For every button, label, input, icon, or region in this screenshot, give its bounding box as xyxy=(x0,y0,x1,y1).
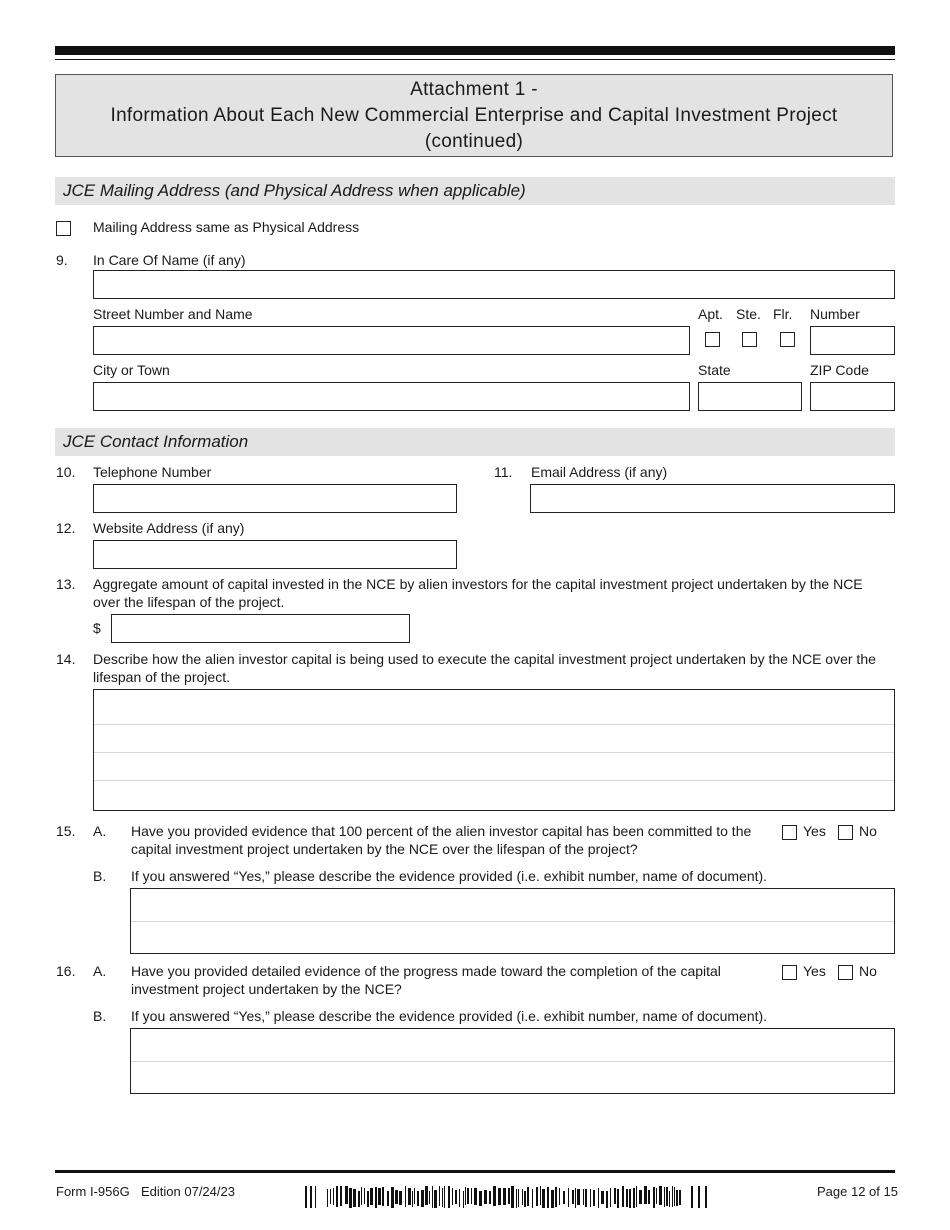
email-label: Email Address (if any) xyxy=(531,464,668,480)
attachment-title-line3: (continued) xyxy=(424,131,524,152)
q16b-letter: B. xyxy=(93,1008,107,1024)
form-id: Form I-956G xyxy=(56,1184,130,1199)
form-edition: Edition 07/24/23 xyxy=(141,1184,235,1199)
street-input[interactable] xyxy=(93,326,690,355)
barcode-image xyxy=(305,1186,715,1208)
website-label: Website Address (if any) xyxy=(93,520,245,536)
q15a-yes-label: Yes xyxy=(803,823,826,839)
zip-input[interactable] xyxy=(810,382,895,411)
q16a-no-checkbox[interactable] xyxy=(838,965,853,980)
unit-number-input[interactable] xyxy=(810,326,895,355)
q14-text: Describe how the alien investor capital is being used to execute the capital investment project undertaken by the NCE over the lifespan of the project. xyxy=(93,651,876,685)
state-label: State xyxy=(698,362,731,378)
q15a-letter: A. xyxy=(93,823,107,839)
flr-label: Flr. xyxy=(773,306,793,322)
city-input[interactable] xyxy=(93,382,690,411)
state-select[interactable] xyxy=(698,382,802,411)
top-thin-rule xyxy=(55,59,895,60)
same-as-physical-label: Mailing Address same as Physical Address xyxy=(93,219,360,235)
q15a-no-checkbox[interactable] xyxy=(838,825,853,840)
q15b-letter: B. xyxy=(93,868,107,884)
apt-checkbox[interactable] xyxy=(705,332,720,347)
ste-checkbox[interactable] xyxy=(742,332,757,347)
q10-number: 10. xyxy=(56,464,76,480)
q16b-text: If you answered “Yes,” please describe the evidence provided (i.e. exhibit number, name of document). xyxy=(131,1008,768,1024)
telephone-input[interactable] xyxy=(93,484,457,513)
q12-number: 12. xyxy=(56,520,76,536)
textarea-line xyxy=(94,724,894,725)
q15a-yes-checkbox[interactable] xyxy=(782,825,797,840)
q15b-text: If you answered “Yes,” please describe the evidence provided (i.e. exhibit number, name of document). xyxy=(131,868,768,884)
in-care-of-input[interactable] xyxy=(93,270,895,299)
q15b-evidence-textarea[interactable] xyxy=(130,888,895,954)
aggregate-capital-input[interactable] xyxy=(111,614,410,643)
textarea-line xyxy=(94,752,894,753)
q16-number: 16. xyxy=(56,963,76,979)
number-label: Number xyxy=(810,306,860,322)
attachment-title-line2: Information About Each New Commercial Enterprise and Capital Investment Project xyxy=(110,105,838,126)
textarea-line xyxy=(131,1061,894,1062)
page-number: Page 12 of 15 xyxy=(817,1184,898,1199)
top-thick-rule xyxy=(55,46,895,55)
q14-number: 14. xyxy=(56,651,76,667)
q16a-yes-checkbox[interactable] xyxy=(782,965,797,980)
in-care-of-label: In Care Of Name (if any) xyxy=(93,252,246,268)
q16a-yes-label: Yes xyxy=(803,963,826,979)
q11-number: 11. xyxy=(494,464,513,480)
attachment-title-line1: Attachment 1 - xyxy=(410,79,538,100)
q16b-evidence-textarea[interactable] xyxy=(130,1028,895,1094)
telephone-label: Telephone Number xyxy=(93,464,212,480)
q15a-text: Have you provided evidence that 100 percent of the alien investor capital has been committed to the capital investment project undertaken by the NCE over the lifespan of the project? xyxy=(131,823,752,857)
email-input[interactable] xyxy=(530,484,895,513)
q15a-no-label: No xyxy=(859,823,877,839)
ste-label: Ste. xyxy=(736,306,761,322)
q13-text: Aggregate amount of capital invested in the NCE by alien investors for the capital investment project undertaken by the NCE over the lifespan of the project. xyxy=(93,576,863,610)
q9-number: 9. xyxy=(56,252,68,268)
q16a-no-label: No xyxy=(859,963,877,979)
website-input[interactable] xyxy=(93,540,457,569)
textarea-line xyxy=(131,921,894,922)
q16a-letter: A. xyxy=(93,963,107,979)
mailing-address-heading: JCE Mailing Address (and Physical Address when applicable) xyxy=(55,177,895,205)
textarea-line xyxy=(94,780,894,781)
attachment-title-box xyxy=(55,74,893,157)
zip-label: ZIP Code xyxy=(810,362,869,378)
footer-rule xyxy=(55,1170,895,1173)
q13-number: 13. xyxy=(56,576,76,592)
apt-label: Apt. xyxy=(698,306,723,322)
city-label: City or Town xyxy=(93,362,170,378)
contact-info-heading: JCE Contact Information xyxy=(55,428,895,456)
q16a-text: Have you provided detailed evidence of the progress made toward the completion of the capital investment project undertaken by the NCE? xyxy=(131,963,721,997)
capital-usage-textarea[interactable] xyxy=(93,689,895,811)
same-as-physical-checkbox[interactable] xyxy=(56,221,71,236)
currency-symbol: $ xyxy=(93,620,101,636)
q15-number: 15. xyxy=(56,823,76,839)
flr-checkbox[interactable] xyxy=(780,332,795,347)
street-label: Street Number and Name xyxy=(93,306,253,322)
